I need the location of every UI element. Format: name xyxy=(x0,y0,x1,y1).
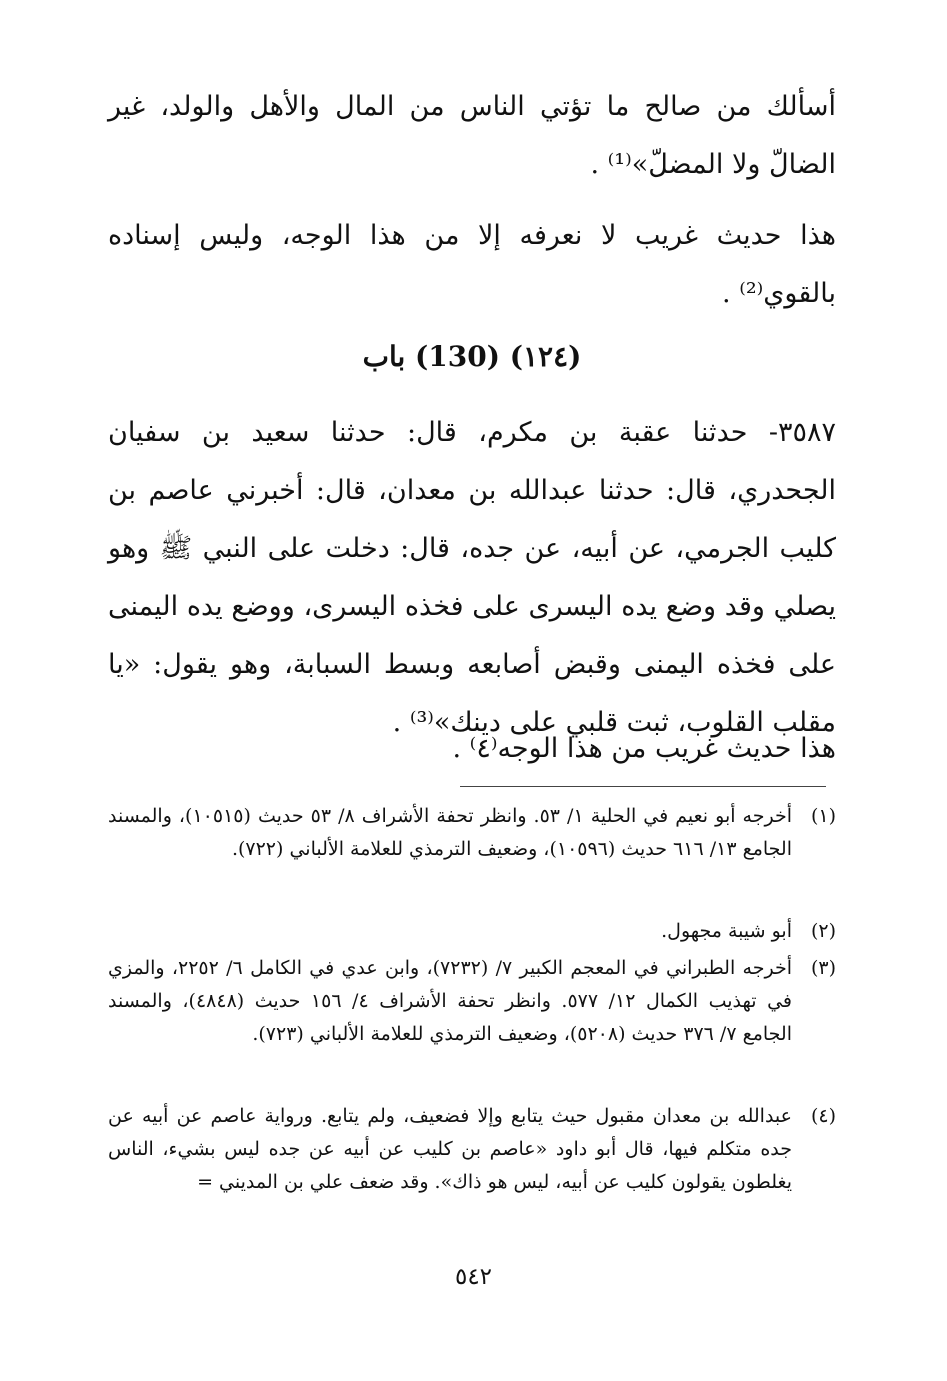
footnote-text: أبو شيبة مجهول. xyxy=(661,920,792,942)
footnote-text: أخرجه الطبراني في المعجم الكبير ٧/ (٧٢٣٢)، وابن عدي في الكامل ٦/ ٢٢٥٢، والمزي في تهذيب الكمال ١٢/ ٥٧٧. وانظر تحفة الأشراف ٤/ ١٥٦ حديث (٤٨٤٨)، والمسند الجامع ٧/ ٣٧٦ حديث (٥٢٠٨)، وضعيف الترمذي للعلامة الألباني (٧٢٣). xyxy=(108,957,792,1045)
footnote-text: أخرجه أبو نعيم في الحلية ١/ ٥٣. وانظر تحفة الأشراف ٨/ ٥٣ حديث (١٠٥١٥)، والمسند الجامع ١٣/ ٦١٦ حديث (١٠٥٩٦)، وضعيف الترمذي للعلامة الألباني (٧٢٢). xyxy=(108,805,792,860)
footnote-2 xyxy=(108,915,836,948)
footnote-text: عبدالله بن معدان مقبول حيث يتابع وإلا فضعيف، ولم يتابع. ورواية عاصم عن أبيه عن جده متكلم فيها، قال أبو داود «عاصم بن كليب عن أبيه عن جده ليس بشيء، الناس يغلطون يقولون كليب عن أبيه، ليس هو ذاك». وقد ضعف علي بن المديني = xyxy=(108,1105,792,1193)
footnote-number: (٢) xyxy=(810,920,836,942)
paragraph-hadith-grading-1: هذا حديث غريب لا نعرفه إلا من هذا الوجه، وليس إسناده بالقوي⁽²⁾ . xyxy=(108,220,836,309)
paragraph-dua-ending: أسألك من صالح ما تؤتي الناس من المال والأهل والولد، غير الضالّ ولا المضلّ»⁽¹⁾ . xyxy=(108,91,836,180)
footnote-number: (٣) xyxy=(810,957,836,979)
page-number: ٥٤٢ xyxy=(454,1264,493,1290)
paragraph-hadith-grading-2: هذا حديث غريب من هذا الوجه⁽٤⁾ . xyxy=(452,733,836,764)
footnote-4 xyxy=(108,1100,836,1199)
paragraph-hadith-3587: ٣٥٨٧- حدثنا عقبة بن مكرم، قال: حدثنا سعيد بن سفيان الجحدري، قال: حدثنا عبدالله بن معدان، قال: أخبرني عاصم بن كليب الجرمي، عن أبيه، عن جده، قال: دخلت على النبي ﷺ وهو يصلي وقد وضع يده اليسرى على فخذه اليسرى، ووضع يده اليمنى على فخذه اليمنى وقبض أصابعه وبسط السبابة، وهو يقول: «يا مقلب القلوب، ثبت قلبي على دينك»⁽³⁾ . xyxy=(108,417,836,738)
footnote-1 xyxy=(108,800,836,866)
footnote-number: (٤) xyxy=(810,1105,836,1127)
chapter-heading: (١٢٤) (130) باب xyxy=(362,340,582,373)
footnote-3 xyxy=(108,952,836,1051)
footnote-number: (١) xyxy=(810,805,836,827)
footnote-separator xyxy=(460,786,826,787)
